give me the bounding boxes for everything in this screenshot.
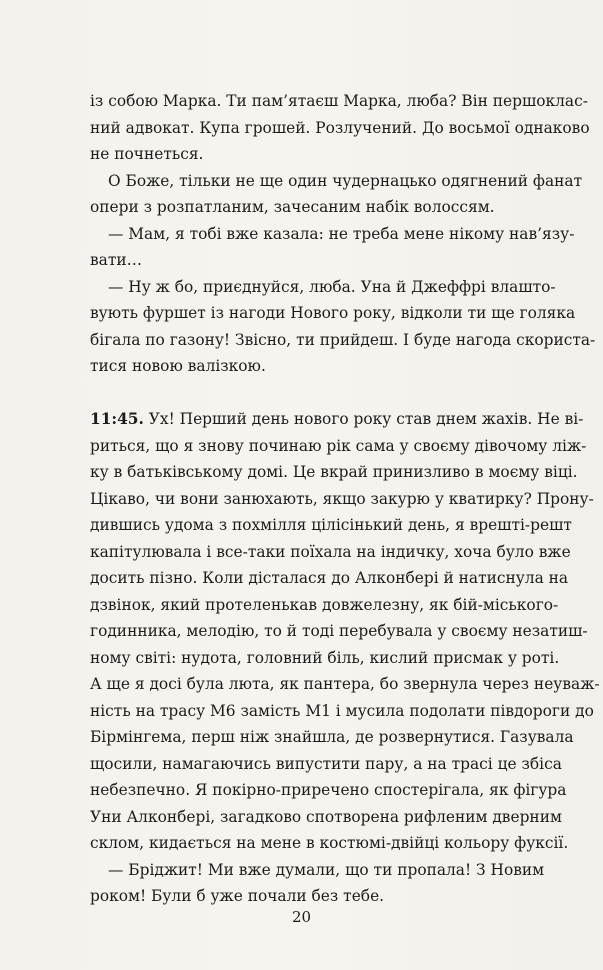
text-line: вують фуршет із нагоди Нового року, відколи ти ще голяка [90, 304, 576, 322]
text-line: — Мам, я тобі вже казала: не треба мене нікому нав’язу- [108, 224, 575, 243]
text-line: щосили, намагаючись випустити пару, а на трасі це збіса [90, 754, 562, 773]
text-line: бігала по газону! Звісно, ти прийдеш. І буде нагода скориста- [90, 330, 596, 349]
text-line: капітулювала і все-таки поїхала на індичку, хоча було вже [90, 542, 571, 561]
body-text [90, 88, 600, 910]
dialogue-paragraph [90, 274, 596, 380]
text-line: ному світі: нудота, головний біль, кислий присмак у роті. [90, 648, 560, 667]
text-line: ний адвокат. Купа грошей. Розлучений. До восьмої однаково [90, 118, 590, 137]
text-line: не почнеться. [90, 145, 204, 163]
text-line: — Ну ж бо, приєднуйся, люба. Уна й Джеффрі влашто- [108, 277, 556, 296]
text-line: Бірмінгема, перш ніж знайшла, де розвернутися. Газувала [90, 728, 574, 746]
paragraph [90, 88, 590, 168]
text-line: опери з розпатланим, зачесаним набік волоссям. [90, 198, 495, 216]
text-line: риться, що я знову починаю рік сама у своєму дівочому ліж- [90, 436, 587, 455]
paragraph-gap [90, 380, 523, 407]
text-line: небезпечно. Я покірно-приречено спостерігала, як фігура [90, 781, 567, 799]
text-line: ку в батьківському домі. Це вкрай принизливо в моєму віці. [90, 463, 578, 481]
text-line: Уни Алконбері, загадково спотворена рифленим дверним [90, 807, 562, 826]
text-line: дившись удома з похмілля цілісінький день, я врешті-решт [90, 516, 572, 534]
text-line: О Боже, тільки не ще один чудернацько одягнений фанат [108, 171, 583, 190]
page-number: 20 [291, 908, 312, 926]
entry-time: 11:45. [90, 410, 144, 428]
dialogue-paragraph [90, 857, 545, 910]
text-line: досить пізно. Коли дісталася до Алконбері й натиснула на [90, 569, 569, 587]
text-line: склом, кидається на мене в костюмі-двійці кольору фуксії. [90, 834, 569, 852]
text-line: тися новою валізкою. [90, 357, 266, 375]
text-line: із собою Марка. Ти пам’ятаєш Марка, люба? Він першоклас- [90, 92, 588, 110]
text-line: вати… [90, 251, 143, 269]
text-line: дзвінок, який протеленькав довжелезну, як бій-міського- [90, 595, 559, 614]
text-line [90, 406, 584, 433]
dialogue-paragraph [90, 221, 575, 274]
text-line: — Бріджит! Ми вже думали, що ти пропала! З Новим [108, 860, 545, 879]
text-line: ність на трасу М6 замість М1 і мусила подолати півдороги до [90, 701, 594, 720]
text-line: Цікаво, чи вони занюхають, якщо закурю у кватирку? Прону- [90, 489, 594, 508]
text-line: А ще я досі була люта, як пантера, бо звернула через неуваж- [90, 675, 600, 693]
paragraph [90, 168, 583, 221]
diary-entry [90, 406, 600, 857]
text-line: роком! Були б уже почали без тебе. [90, 887, 385, 905]
entry-first-line: Ух! Перший день нового року став днем жахів. Не ві- [143, 410, 584, 428]
text-line: годинника, мелодію, то й тоді перебувала у своєму незатиш- [90, 622, 588, 640]
